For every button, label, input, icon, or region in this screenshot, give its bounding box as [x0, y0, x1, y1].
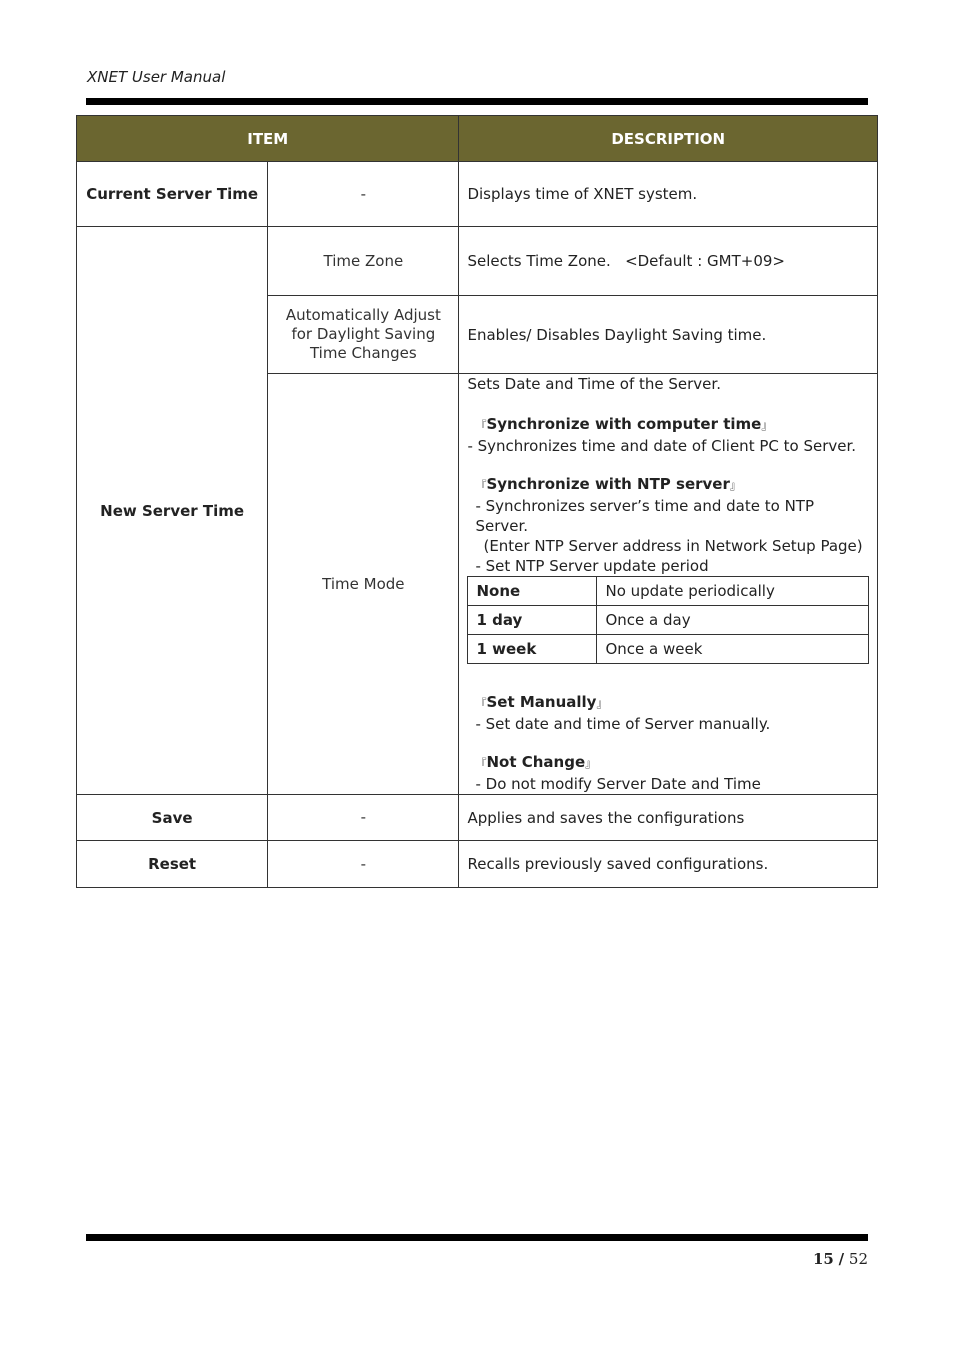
- description: Applies and saves the configurations: [459, 795, 878, 841]
- period-value: No update periodically: [597, 577, 869, 606]
- table-header-row: [77, 116, 878, 162]
- time-mode-description: [459, 374, 878, 795]
- header-item: ITEM: [77, 116, 459, 162]
- period-key: None: [468, 577, 597, 606]
- sync-ntp-desc2: (Enter NTP Server address in Network Setup Page): [483, 537, 863, 555]
- item-reset: Reset: [77, 841, 268, 888]
- ntp-period-table: [467, 576, 869, 664]
- manual-desc: - Set date and time of Server manually.: [475, 715, 771, 733]
- page-number: [813, 1250, 868, 1268]
- table-row: [468, 635, 869, 664]
- manual-heading: 『Set Manually』: [475, 693, 608, 711]
- sub-item: -: [268, 162, 459, 227]
- sub-item-time-zone: Time Zone: [268, 227, 459, 296]
- sub-item-dst: Automatically Adjust for Daylight Saving Time Changes: [268, 296, 459, 374]
- item-save: Save: [77, 795, 268, 841]
- current-page: 15: [812, 1250, 834, 1268]
- settings-table: [76, 115, 878, 888]
- item-new-server-time: New Server Time: [77, 227, 268, 795]
- period-key: 1 week: [468, 635, 597, 664]
- header-description: DESCRIPTION: [459, 116, 878, 162]
- sub-item-time-mode: Time Mode: [268, 374, 459, 795]
- page-separator: /: [838, 1250, 845, 1268]
- sub-item: -: [268, 795, 459, 841]
- table-row: [77, 227, 878, 296]
- sync-ntp-heading: 『Synchronize with NTP server』: [475, 475, 741, 493]
- table-row: [468, 577, 869, 606]
- manual-title: XNET User Manual: [87, 68, 226, 86]
- total-pages: 52: [848, 1250, 868, 1268]
- nochange-heading: 『Not Change』: [475, 753, 597, 771]
- header-rule: [86, 98, 868, 105]
- sync-pc-desc: - Synchronizes time and date of Client PC to Server.: [467, 437, 857, 455]
- item-current-server-time: Current Server Time: [77, 162, 268, 227]
- sync-ntp-desc3: - Set NTP Server update period: [475, 557, 709, 575]
- table-row: [77, 162, 878, 227]
- sub-item: -: [268, 841, 459, 888]
- nochange-desc: - Do not modify Server Date and Time: [475, 775, 761, 793]
- time-mode-intro: Sets Date and Time of the Server.: [467, 375, 721, 393]
- table-row: [77, 841, 878, 888]
- table-row: [468, 606, 869, 635]
- description: Enables/ Disables Daylight Saving time.: [459, 296, 878, 374]
- sync-pc-heading: 『Synchronize with computer time』: [475, 415, 773, 433]
- period-key: 1 day: [468, 606, 597, 635]
- description: Displays time of XNET system.: [459, 162, 878, 227]
- sync-ntp-desc1: - Synchronizes server’s time and date to NTP Server.: [475, 497, 815, 535]
- description: Selects Time Zone. <Default : GMT+09>: [459, 227, 878, 296]
- table-row: [77, 795, 878, 841]
- period-value: Once a week: [597, 635, 869, 664]
- footer-rule: [86, 1234, 868, 1241]
- description: Recalls previously saved configurations.: [459, 841, 878, 888]
- period-value: Once a day: [597, 606, 869, 635]
